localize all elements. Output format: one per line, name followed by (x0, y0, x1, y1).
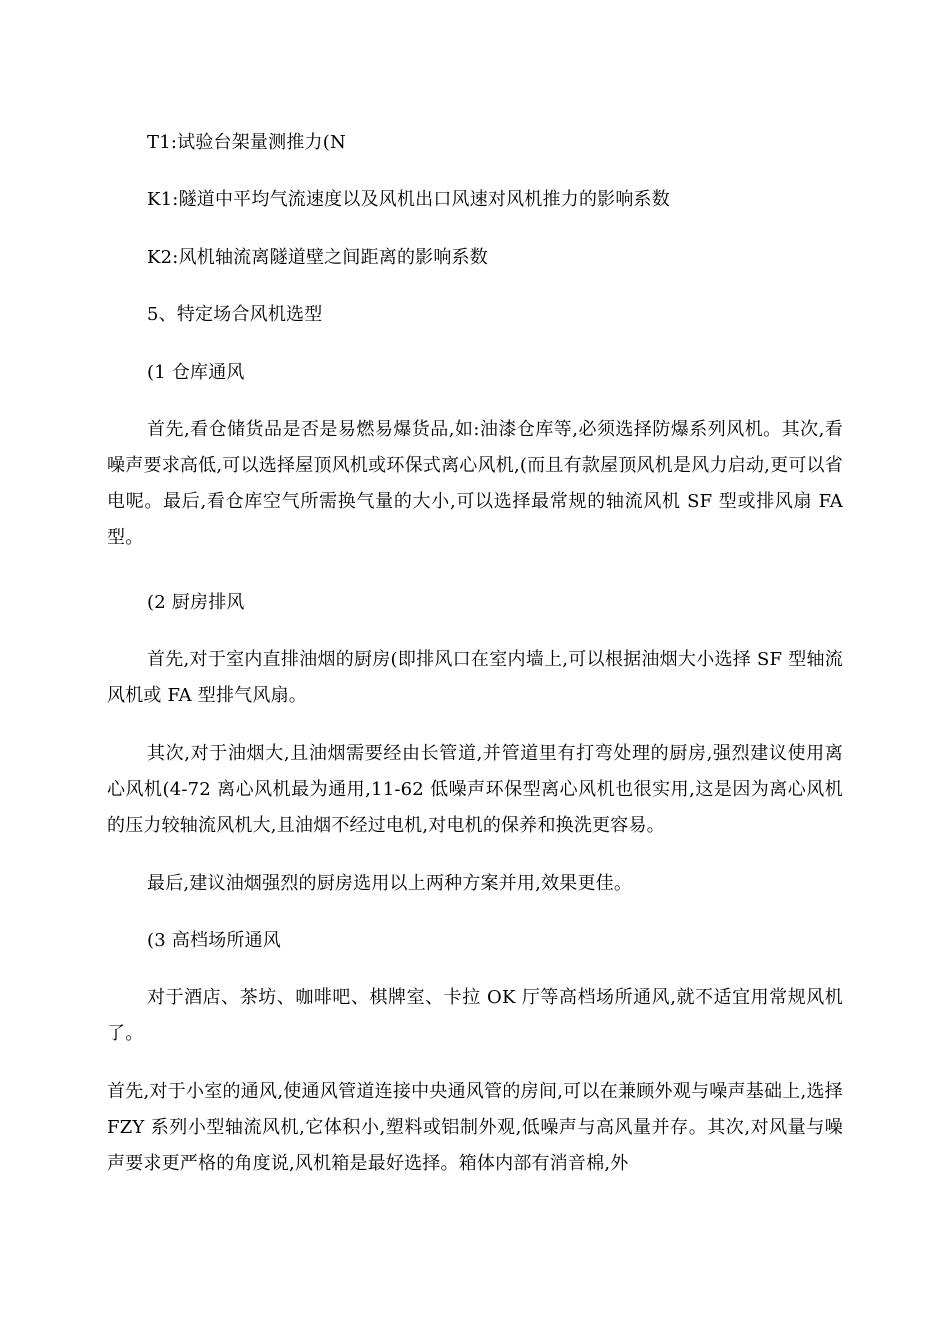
paragraph-high-end-1: 对于酒店、茶坊、咖啡吧、棋牌室、卡拉 OK 厅等高档场所通风,就不适宜用常规风机了。 (107, 987, 843, 1044)
paragraph-warehouse: 首先,看仓储货品是否是易燃易爆货品,如:油漆仓库等,必须选择防爆系列风机。其次,看噪声要求高低,可以选择屋顶风机或环保式离心风机,(而且有款屋顶风机是风力启动,更可以省电呢。最后,看仓库空气所需换气量的大小,可以选择最常规的轴流风机 SF 型或排风扇 FA 型。 (107, 419, 843, 548)
section-heading-5: 5、特定场合风机选型 (147, 304, 323, 325)
subheading-high-end: (3 高档场所通风 (147, 930, 281, 951)
paragraph-k2: K2:风机轴流离隧道壁之间距离的影响系数 (147, 247, 488, 268)
paragraph-kitchen-3: 最后,建议油烟强烈的厨房选用以上两种方案并用,效果更佳。 (147, 873, 633, 894)
paragraph-high-end-2: 首先,对于小室的通风,使通风管道连接中央通风管的房间,可以在兼顾外观与噪声基础上,选择 FZY 系列小型轴流风机,它体积小,塑料或铝制外观,低噪声与高风量并存。其次,对风量与噪声要求更严格的角度说,风机箱是最好选择。箱体内部有消音棉,外 (107, 1081, 843, 1174)
subheading-warehouse: (1 仓库通风 (147, 362, 245, 383)
paragraph-t1: T1:试验台架量测推力(N (147, 132, 346, 153)
subheading-kitchen: (2 厨房排风 (147, 592, 245, 613)
paragraph-kitchen-2: 其次,对于油烟大,且油烟需要经由长管道,并管道里有打弯处理的厨房,强烈建议使用离心风机(4-72 离心风机最为通用,11-62 低噪声环保型离心风机也很实用,这是因为离心风机的压力较轴流风机大,且油烟不经过电机,对电机的保养和换洗更容易。 (107, 743, 843, 836)
paragraph-kitchen-1: 首先,对于室内直排油烟的厨房(即排风口在室内墙上,可以根据油烟大小选择 SF 型轴流风机或 FA 型排气风扇。 (107, 649, 843, 706)
paragraph-k1: K1:隧道中平均气流速度以及风机出口风速对风机推力的影响系数 (147, 189, 670, 210)
